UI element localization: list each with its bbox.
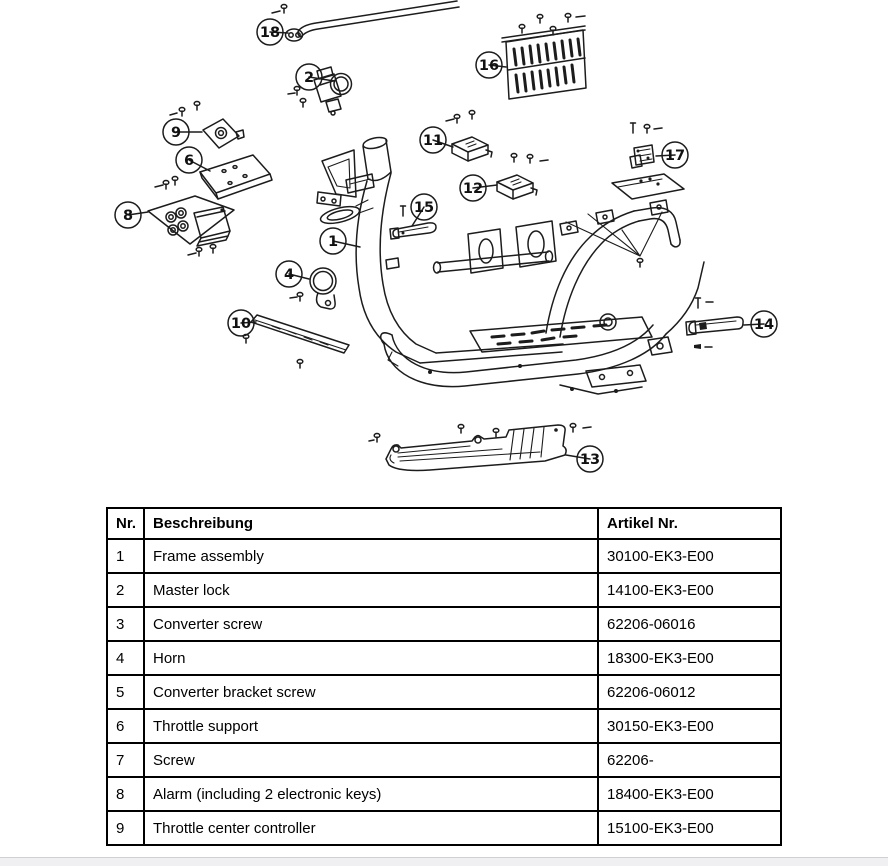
frame-assembly-part1-drawing — [317, 136, 704, 394]
callout-4 — [276, 261, 309, 287]
table-header-row — [107, 508, 781, 539]
callout-18 — [257, 19, 288, 45]
callout-17 — [656, 142, 688, 168]
callout-10 — [228, 310, 256, 336]
table-row — [107, 811, 781, 845]
callout-6 — [176, 147, 210, 173]
callout-number: 16 — [478, 58, 500, 75]
table-row — [107, 743, 781, 777]
callout-11 — [420, 127, 453, 153]
alarm-kit-part8-drawing — [148, 196, 234, 246]
callout-number: 1 — [327, 234, 339, 251]
stand-rod-part18-drawing — [286, 1, 460, 41]
callout-12 — [460, 175, 497, 201]
table-row — [107, 675, 781, 709]
cell-nr: 9 — [107, 811, 144, 845]
callout-number: 18 — [259, 25, 281, 42]
callout-number: 6 — [183, 153, 195, 170]
callout-number: 13 — [579, 452, 601, 469]
module-part11-drawing — [452, 137, 492, 161]
cell-nr: 8 — [107, 777, 144, 811]
cell-artikel: 15100-EK3-E00 — [598, 811, 781, 845]
callout-number: 17 — [664, 148, 686, 165]
header-nr: Nr. — [107, 508, 144, 539]
cell-nr: 6 — [107, 709, 144, 743]
callout-13 — [566, 446, 603, 472]
rail-part10-drawing — [251, 315, 349, 353]
table-row — [107, 641, 781, 675]
cell-artikel: 18300-EK3-E00 — [598, 641, 781, 675]
callout-8 — [115, 202, 148, 228]
cell-nr: 1 — [107, 539, 144, 573]
cell-beschreibung: Throttle support — [144, 709, 598, 743]
callout-9 — [163, 119, 202, 145]
cell-beschreibung: Throttle center controller — [144, 811, 598, 845]
callout-number: 14 — [753, 317, 775, 334]
callout-14 — [744, 311, 777, 337]
grille-panel-part16-drawing — [502, 26, 586, 99]
cell-artikel: 18400-EK3-E00 — [598, 777, 781, 811]
cell-beschreibung: Alarm (including 2 electronic keys) — [144, 777, 598, 811]
cell-nr: 3 — [107, 607, 144, 641]
table-row — [107, 573, 781, 607]
callout-16 — [476, 52, 506, 78]
table-row — [107, 539, 781, 573]
callout-number: 8 — [122, 208, 134, 225]
module-part12-drawing — [497, 175, 537, 199]
cell-artikel: 62206-06012 — [598, 675, 781, 709]
throttle-bracket-part9-drawing — [203, 119, 244, 148]
cell-beschreibung: Horn — [144, 641, 598, 675]
cell-beschreibung: Frame assembly — [144, 539, 598, 573]
horn-part4-drawing — [310, 268, 336, 309]
callout-15 — [411, 194, 437, 226]
cell-artikel: 30100-EK3-E00 — [598, 539, 781, 573]
cell-artikel: 62206-06016 — [598, 607, 781, 641]
throttle-support-part6-drawing — [200, 155, 272, 199]
header-beschreibung: Beschreibung — [144, 508, 598, 539]
table-row — [107, 607, 781, 641]
skid-plate-part13-drawing — [386, 425, 566, 470]
parts-table — [106, 507, 782, 846]
master-lock-part2-drawing — [314, 67, 352, 115]
callout-number: 11 — [422, 133, 444, 150]
cell-nr: 7 — [107, 743, 144, 777]
callout-number: 15 — [413, 200, 435, 217]
table-row — [107, 777, 781, 811]
callout-1 — [320, 228, 360, 254]
cell-beschreibung: Master lock — [144, 573, 598, 607]
bracket-part17-drawing — [630, 145, 654, 168]
cell-artikel: 30150-EK3-E00 — [598, 709, 781, 743]
cell-beschreibung: Screw — [144, 743, 598, 777]
cell-beschreibung: Converter bracket screw — [144, 675, 598, 709]
table-row — [107, 709, 781, 743]
header-artikel-nr: Artikel Nr. — [598, 508, 781, 539]
callout-number: 4 — [283, 267, 295, 284]
cell-nr: 2 — [107, 573, 144, 607]
callout-number: 2 — [303, 70, 315, 87]
cell-nr: 5 — [107, 675, 144, 709]
callout-number: 12 — [462, 181, 484, 198]
cylinder-part14-drawing — [686, 298, 743, 349]
callout-number: 9 — [170, 125, 182, 142]
callout-number: 10 — [230, 316, 252, 333]
cell-artikel: 14100-EK3-E00 — [598, 573, 781, 607]
cell-nr: 4 — [107, 641, 144, 675]
cell-beschreibung: Converter screw — [144, 607, 598, 641]
cell-artikel: 62206- — [598, 743, 781, 777]
